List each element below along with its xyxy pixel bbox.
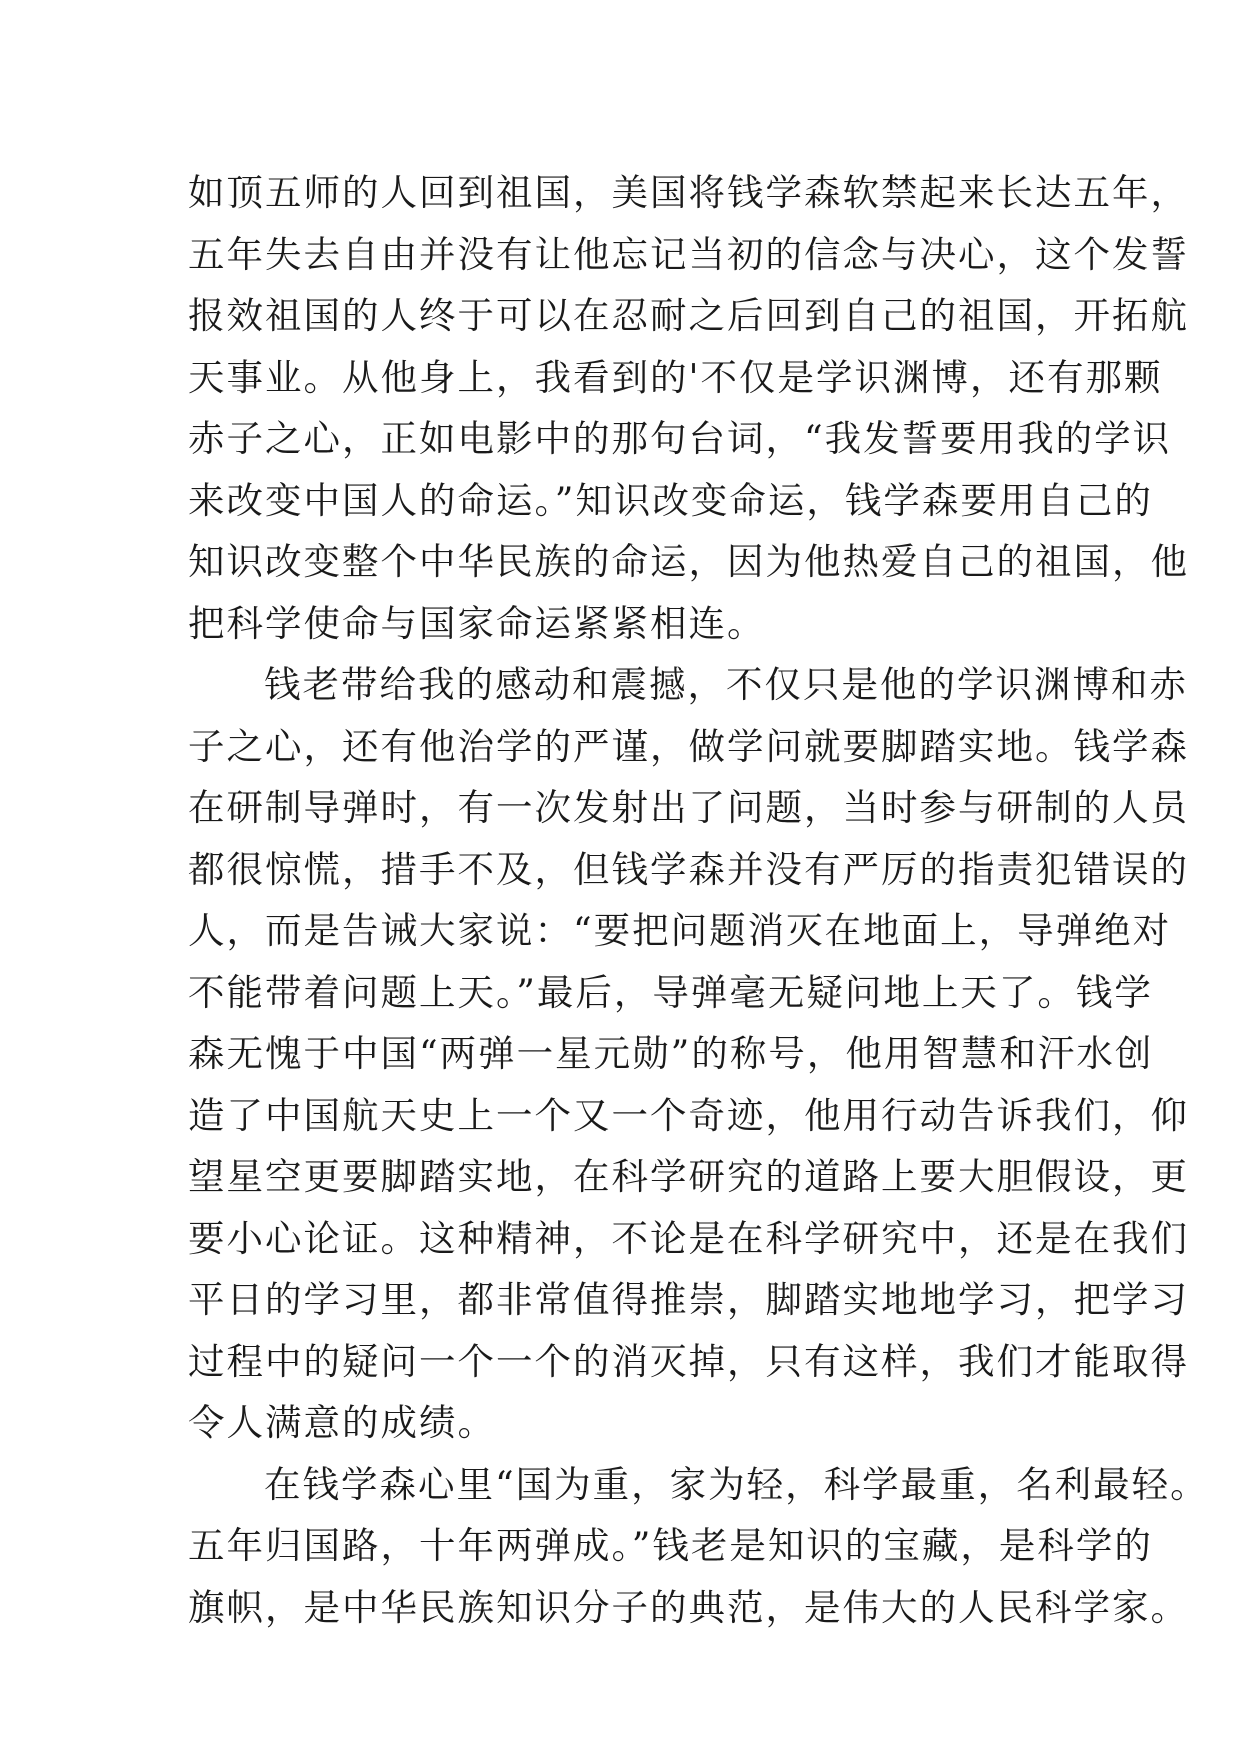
text-line: 都很惊慌，措手不及，但钱学森并没有严厉的指责犯错误的 [188, 847, 1189, 891]
text-line: 五年失去自由并没有让他忘记当初的信念与决心，这个发誓 [188, 232, 1189, 276]
text-line: 森无愧于中国“两弹一星元勋”的称号，他用智慧和汗水创 [188, 1032, 1154, 1075]
text-line: 不能带着问题上天。”最后，导弹毫无疑问地上天了。钱学 [188, 970, 1153, 1014]
text-line: 子之心，还有他治学的严谨，做学问就要脚踏实地。钱学森 [188, 724, 1189, 768]
text-line: 在研制导弹时，有一次发射出了问题，当时参与研制的人员 [188, 786, 1189, 829]
text-line: 人，而是告诫大家说：“要把问题消灭在地面上，导弹绝对 [188, 909, 1172, 952]
text-line: 旗帜，是中华民族知识分子的典范，是伟大的人民科学家。 [188, 1585, 1189, 1629]
text-line: 赤子之心，正如电影中的那句台词，“我发誓要用我的学识 [188, 417, 1172, 460]
paragraph-start-line: 在钱学森心里“国为重，家为轻，科学最重，名利最轻。 [264, 1462, 1209, 1506]
text-line: 报效祖国的人终于可以在忍耐之后回到自己的祖国，开拓航 [188, 294, 1189, 337]
text-line: 造了中国航天史上一个又一个奇迹，他用行动告诉我们，仰 [188, 1093, 1189, 1137]
text-line: 平日的学习里，都非常值得推崇，脚踏实地地学习，把学习 [188, 1278, 1189, 1321]
text-line: 天事业。从他身上，我看到的'不仅是学识渊博，还有那颗 [188, 355, 1163, 399]
body-text [188, 162, 1209, 1638]
text-line: 如顶五师的人回到祖国，美国将钱学森软禁起来长达五年， [188, 171, 1189, 214]
text-line: 五年归国路，十年两弹成。”钱老是知识的宝藏，是科学的 [188, 1524, 1153, 1567]
text-line: 把科学使命与国家命运紧紧相连。 [188, 601, 766, 645]
paragraph-start-line: 钱老带给我的感动和震撼，不仅只是他的学识渊博和赤 [264, 663, 1188, 706]
text-line: 望星空更要脚踏实地，在科学研究的道路上要大胆假设，更 [188, 1155, 1189, 1198]
text-line: 来改变中国人的命运。”知识改变命运，钱学森要用自己的 [188, 478, 1153, 522]
text-line: 要小心论证。这种精神，不论是在科学研究中，还是在我们 [188, 1216, 1189, 1260]
text-line: 过程中的疑问一个一个的消灭掉，只有这样，我们才能取得 [188, 1339, 1189, 1383]
text-line: 知识改变整个中华民族的命运，因为他热爱自己的祖国，他 [188, 540, 1189, 583]
text-line: 令人满意的成绩。 [188, 1401, 496, 1444]
